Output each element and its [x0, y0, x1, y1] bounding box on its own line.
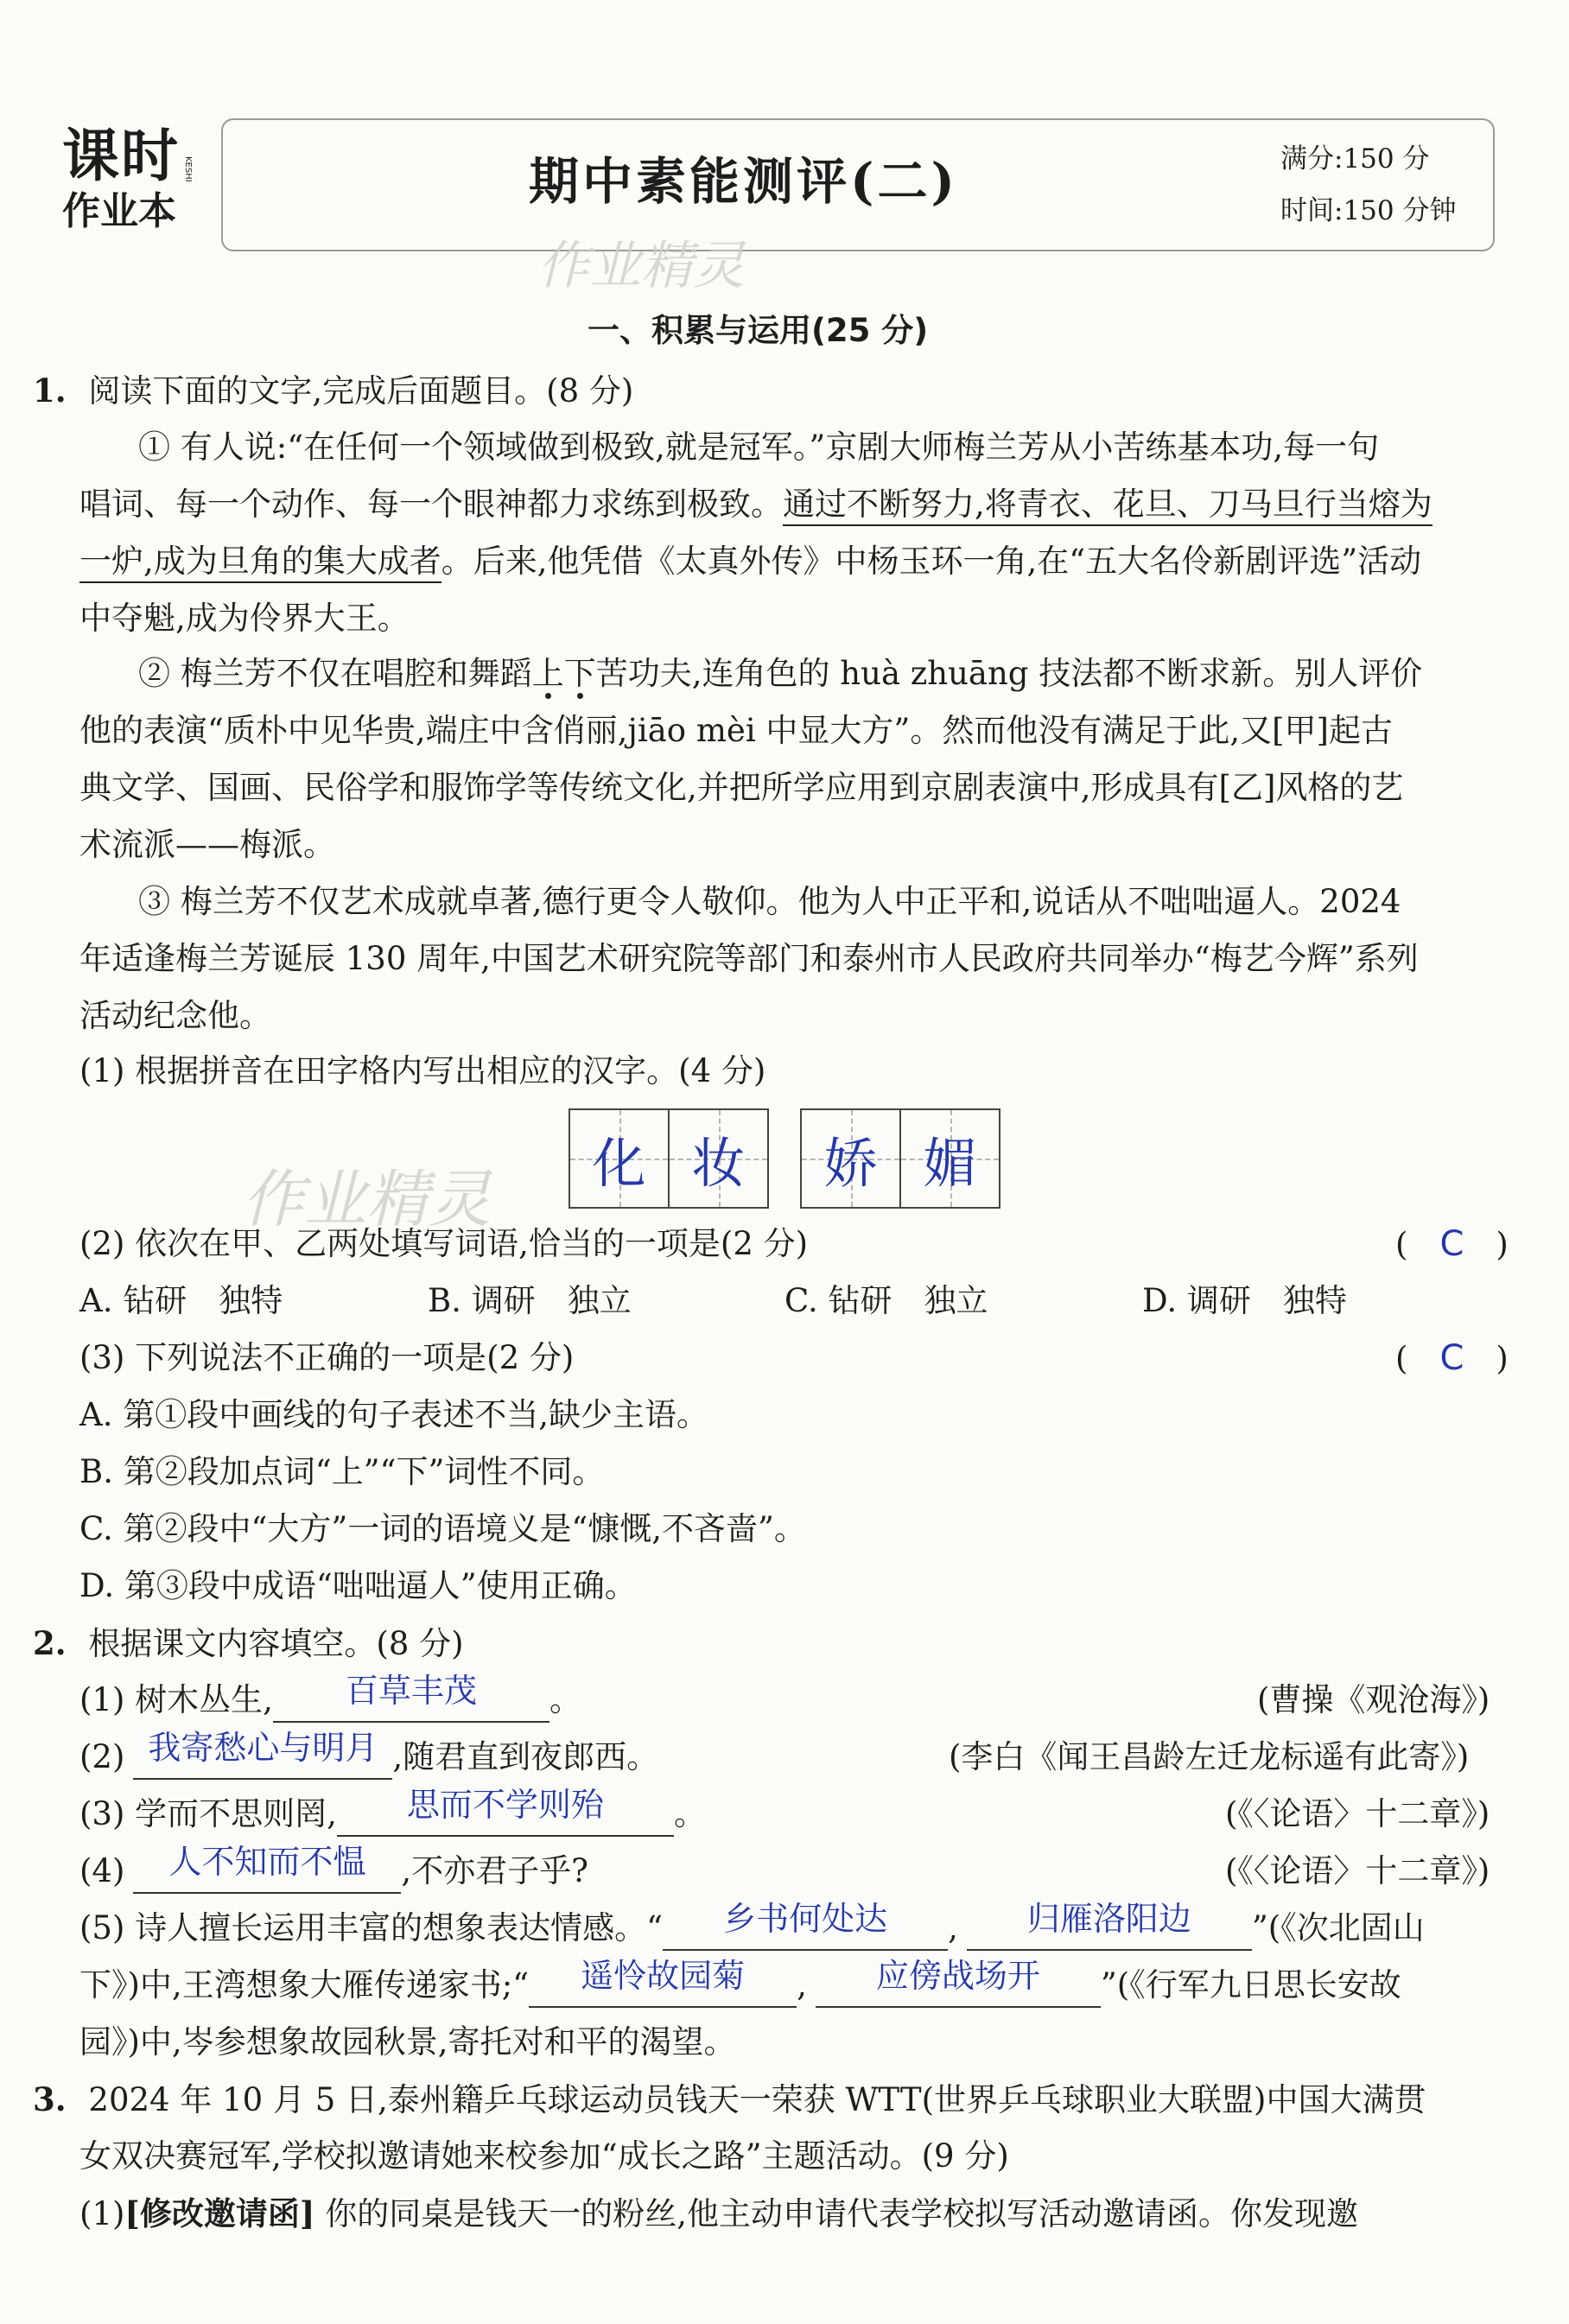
q2-l5-b: ”(《次北固山 [1251, 1909, 1425, 1946]
q2-l4-source: (《〈论语〉十二章》) [1225, 1852, 1490, 1889]
blank[interactable] [967, 1900, 1252, 1951]
q1-sub3-option-d: D. 第③段中成语“咄咄逼人”使用正确。 [79, 1567, 637, 1604]
q1-p2-line4: 术流派——梅派。 [79, 826, 335, 863]
handwritten-answer: 我寄愁心与明月 [148, 1729, 378, 1767]
q3-line2: 女双决赛冠军,学校拟邀请她来校参加“成长之路”主题活动。(9 分) [79, 2137, 1009, 2175]
q1-p2-line3-b: 风格的艺 [1275, 769, 1404, 806]
q1-p1-line1: ① 有人说:“在任何一个领域做到极致,就是冠军。”京剧大师梅兰芳从小苦练基本功,每一句 [138, 429, 1380, 466]
q1-p3-line2: 年适逢梅兰芳诞辰 130 周年,中国艺术研究院等部门和泰州市人民政府共同举办“梅艺今辉”系列 [79, 940, 1419, 977]
q1-p2-line3 [79, 764, 1403, 812]
q2-line4 [79, 1843, 589, 1895]
blank-yi: [乙] [1218, 769, 1276, 806]
blank[interactable] [663, 1900, 948, 1951]
q1-underlined-sentence-1: 通过不断努力,将青衣、花旦、刀马旦行当熔为 [783, 486, 1432, 526]
q1-sub3-answer[interactable]: C [1439, 1338, 1464, 1378]
q3-line1 [33, 2075, 1426, 2124]
time-label: 时间:150 分钟 [1280, 195, 1457, 226]
q1-p2-line1-a: ② 梅兰芳不仅在唱腔和舞蹈 [138, 655, 532, 692]
q2-l6-b: ”(《行军九日思长安故 [1100, 1966, 1401, 2003]
handwritten-char: 化 [592, 1131, 646, 1195]
q1-p2-line1 [138, 650, 1422, 698]
handwritten-answer: 遥怜故园菊 [581, 1957, 746, 1995]
logo [62, 125, 235, 255]
q1-p1-line2-a: 唱词、每一个动作、每一个眼神都力求练到极致。 [79, 486, 783, 523]
q1-stem [33, 366, 633, 416]
q1-sub2-option-a: A. 钻研 独特 [79, 1282, 283, 1319]
handwritten-answer: 人不知而不愠 [168, 1843, 366, 1881]
q2-l3-a: (3) 学而不思则罔, [79, 1795, 337, 1832]
blank[interactable] [816, 1957, 1101, 2008]
q2-l3-b: 。 [673, 1795, 706, 1832]
tianzige-cell[interactable] [899, 1110, 999, 1207]
q1-sub1: (1) 根据拼音在田字格内写出相应的汉字。(4 分) [79, 1052, 766, 1089]
q1-p2-line2-a: 他的表演“质朴中见华贵,端庄中含俏丽,jiāo mèi 中显大方”。然而他没有满足于此,又 [79, 712, 1273, 749]
tianzige-cell[interactable] [802, 1110, 899, 1207]
section-title: 一、积累与运用(25 分) [588, 312, 929, 349]
tianzige-cell[interactable] [570, 1110, 668, 1207]
handwritten-answer: 归雁洛阳边 [1026, 1900, 1191, 1938]
q1-sub2: (2) 依次在甲、乙两处填写词语,恰当的一项是(2 分) [79, 1225, 809, 1262]
q1-sub3-option-b: B. 第②段加点词“上”“下”词性不同。 [79, 1453, 605, 1490]
q2-l4-b: ,不亦君子乎? [401, 1852, 589, 1889]
q1-number: 1. [33, 371, 67, 410]
handwritten-answer: 应傍战场开 [875, 1957, 1040, 1995]
tianzige-cell[interactable] [668, 1110, 767, 1207]
blank[interactable] [133, 1843, 401, 1894]
header [45, 117, 1496, 296]
q2-l2-a: (2) [79, 1738, 125, 1775]
q2-stem [33, 1619, 464, 1668]
q1-sub2-answer[interactable]: C [1439, 1224, 1464, 1264]
q3-number: 3. [33, 2080, 67, 2118]
q2-stem-text: 根据课文内容填空。(8 分) [88, 1625, 464, 1662]
q3-sub1-tag: [修改邀请函] [124, 2194, 315, 2232]
q1-p1-line4: 中夺魁,成为伶界大王。 [79, 600, 410, 637]
handwritten-char: 妆 [691, 1131, 746, 1195]
q2-l6-a: 下》)中,王湾想象大雁传递家书;“ [79, 1966, 530, 2003]
blank-jia: [甲] [1272, 712, 1329, 749]
q2-line3 [79, 1786, 706, 1838]
q1-p3-line3: 活动纪念他。 [79, 997, 271, 1034]
q1-sub3-option-a: A. 第①段中画线的句子表述不当,缺少主语。 [79, 1396, 709, 1433]
handwritten-answer: 百草丰茂 [345, 1672, 477, 1710]
q2-line1 [79, 1672, 581, 1724]
handwritten-answer: 乡书何处达 [723, 1900, 888, 1938]
q2-l1-source: (曹操《观沧海》) [1257, 1681, 1490, 1718]
q2-line7: 园》)中,岑参想象故园秋景,寄托对和平的渴望。 [79, 2023, 736, 2060]
handwritten-char: 娇 [823, 1131, 878, 1195]
logo-line1: 课时 [62, 123, 180, 189]
score-label: 满分:150 分 [1280, 143, 1430, 175]
q1-sub3: (3) 下列说法不正确的一项是(2 分) [79, 1339, 575, 1376]
watermark: 作业精灵 [537, 236, 745, 296]
q1-p3-line1: ③ 梅兰芳不仅艺术成就卓著,德行更令人敬仰。他为人中正平和,说话从不咄咄逼人。2024 [138, 883, 1401, 920]
q1-p1-line2 [79, 480, 1432, 529]
q2-line6 [79, 1957, 1401, 2010]
tianzige-group-1 [569, 1108, 769, 1209]
dotted-word-shang: 上 [531, 655, 564, 692]
logo-side: KESHI [183, 156, 193, 182]
q2-l1-b: 。 [549, 1681, 581, 1718]
handwritten-char: 媚 [923, 1131, 977, 1195]
q1-underlined-sentence-2: 一炉,成为旦角的集大成者 [79, 543, 441, 583]
blank[interactable] [273, 1672, 549, 1723]
logo-line2: 作业本 [62, 189, 176, 233]
q2-l2-source: (李白《闻王昌龄左迁龙标遥有此寄》) [949, 1738, 1470, 1775]
q1-sub2-answer-bracket: ( C ) [1395, 1224, 1509, 1264]
q3-sub1 [79, 2189, 1358, 2238]
q1-sub3-answer-bracket: ( C ) [1395, 1338, 1509, 1378]
q3-sub1-b: 你的同桌是钱天一的粉丝,他主动申请代表学校拟写活动邀请函。你发现邀 [314, 2195, 1358, 2232]
q2-line5 [79, 1900, 1425, 1953]
q1-p2-line2-b: 起古 [1328, 712, 1393, 749]
q2-l5-a: (5) 诗人擅长运用丰富的想象表达情感。“ [79, 1909, 664, 1946]
q2-l1-a: (1) 树木丛生, [79, 1681, 273, 1718]
tianzige-group-2 [800, 1108, 1000, 1209]
q2-l6-mid: , [797, 1966, 807, 2003]
q1-p1-line3-b: 。后来,他凭借《太真外传》中杨玉环一角,在“五大名伶新剧评选”活动 [441, 543, 1422, 580]
blank[interactable] [133, 1729, 392, 1780]
q1-stem-text: 阅读下面的文字,完成后面题目。(8 分) [88, 372, 634, 410]
q2-l2-b: ,随君直到夜郎西。 [392, 1738, 659, 1775]
watermark-2: 作业精灵 [242, 1163, 492, 1235]
q2-number: 2. [33, 1624, 67, 1662]
q1-p2-line1-b: 苦功夫,连角色的 huà zhuāng 技法都不断求新。别人评价 [595, 655, 1423, 692]
page-title: 期中素能测评(二) [529, 152, 958, 211]
q1-sub2-option-b: B. 调研 独立 [428, 1282, 632, 1319]
q1-sub3-option-c: C. 第②段中“大方”一词的语境义是“慷慨,不吝啬”。 [79, 1510, 806, 1547]
q2-l4-a: (4) [79, 1852, 125, 1889]
q2-l3-source: (《〈论语〉十二章》) [1225, 1795, 1490, 1832]
handwritten-answer: 思而不学则殆 [406, 1786, 604, 1824]
q1-p2-line3-a: 典文学、国画、民俗学和服饰学等传统文化,并把所学应用到京剧表演中,形成具有 [79, 769, 1219, 806]
q2-l5-mid: , [948, 1909, 958, 1946]
q3-sub1-a: (1) [79, 2195, 125, 2232]
q1-sub2-option-c: C. 钻研 独立 [784, 1282, 988, 1319]
q3-line1-text: 2024 年 10 月 5 日,泰州籍乒乓球运动员钱天一荣获 WTT(世界乒乓球职业大联盟)中国大满贯 [88, 2081, 1426, 2118]
blank[interactable] [529, 1957, 797, 2008]
dotted-word-xia: 下 [563, 655, 596, 692]
q1-p2-line2 [79, 707, 1393, 755]
q1-p1-line3 [79, 537, 1421, 586]
blank[interactable] [337, 1786, 674, 1837]
q1-sub2-option-d: D. 调研 独特 [1142, 1282, 1347, 1319]
q2-line2 [79, 1729, 659, 1781]
